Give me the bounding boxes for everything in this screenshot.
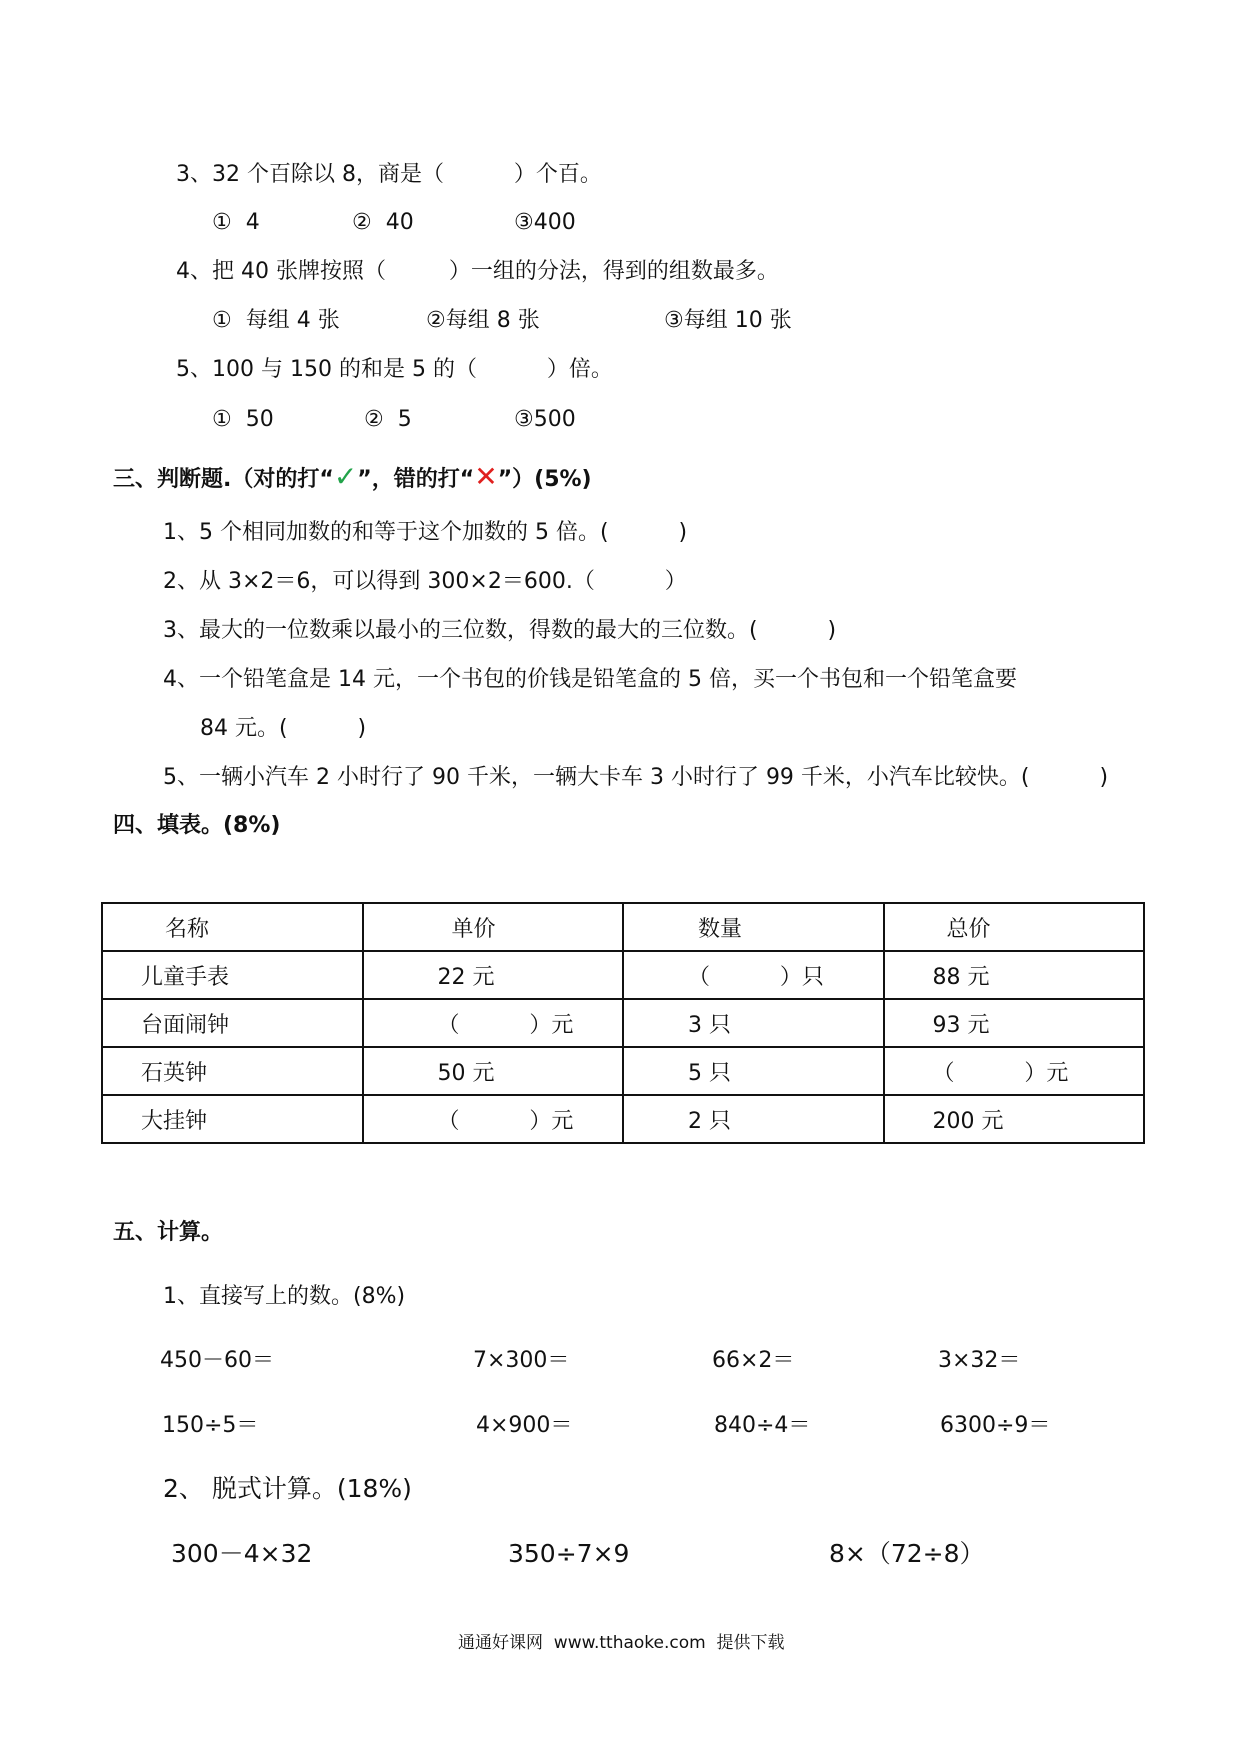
- section-5-title: 五、计算。: [113, 1220, 224, 1245]
- table-cell: （ ）元: [884, 1047, 1145, 1095]
- table-header-cell: 名称: [102, 903, 363, 951]
- question-4-option-3: ③每组 10 张: [664, 308, 792, 333]
- footer-text: 通通好课网 www.tthaoke.com 提供下载: [458, 1633, 785, 1653]
- table-cell: 3 只: [623, 999, 884, 1047]
- table-cell: （ ）只: [623, 951, 884, 999]
- table-cell: 儿童手表: [102, 951, 363, 999]
- cross-mark-icon: ✕: [474, 460, 498, 493]
- table-cell: 5 只: [623, 1047, 884, 1095]
- question-4-text: 4、把 40 张牌按照（ ）一组的分法，得到的组数最多。: [176, 259, 779, 284]
- question-3-option-2: ② 40: [352, 210, 414, 235]
- subsection-step-calc: 2、 脱式计算。(18%): [163, 1474, 412, 1503]
- table-cell: 石英钟: [102, 1047, 363, 1095]
- table-cell: 88 元: [884, 951, 1145, 999]
- table-cell: 大挂钟: [102, 1095, 363, 1143]
- question-4-option-1: ① 每组 4 张: [212, 308, 340, 333]
- table-cell: 2 只: [623, 1095, 884, 1143]
- question-4-option-2: ②每组 8 张: [426, 308, 540, 333]
- question-3-text: 3、32 个百除以 8，商是（ ）个百。: [176, 162, 602, 187]
- table-cell: （ ）元: [363, 999, 624, 1047]
- subsection-direct-write: 1、直接写上的数。(8%): [163, 1284, 406, 1309]
- table-row: [102, 951, 1144, 999]
- question-5-option-2: ② 5: [364, 407, 412, 432]
- oral-calc-item: 450－60＝: [160, 1348, 274, 1373]
- step-calc-item: 8×（72÷8）: [829, 1539, 985, 1568]
- table-cell: 台面闹钟: [102, 999, 363, 1047]
- table-header-row: [102, 903, 1144, 951]
- oral-calc-item: 6300÷9＝: [940, 1413, 1051, 1438]
- table-row: [102, 1095, 1144, 1143]
- table-row: [102, 999, 1144, 1047]
- table-cell: 50 元: [363, 1047, 624, 1095]
- table-header-cell: 总价: [884, 903, 1145, 951]
- step-calc-item: 350÷7×9: [508, 1539, 630, 1568]
- section-4-title: 四、填表。(8%): [113, 813, 281, 838]
- table-cell: （ ）元: [363, 1095, 624, 1143]
- question-5-text: 5、100 与 150 的和是 5 的（ ）倍。: [176, 357, 613, 382]
- judge-item-4-cont: 84 元。( ): [200, 716, 367, 741]
- question-5-option-1: ① 50: [212, 407, 274, 432]
- table-cell: 93 元: [884, 999, 1145, 1047]
- judge-item-5: 5、一辆小汽车 2 小时行了 90 千米，一辆大卡车 3 小时行了 99 千米，小汽车比较快。( ): [163, 765, 1109, 790]
- table-cell: 200 元: [884, 1095, 1145, 1143]
- table-row: [102, 1047, 1144, 1095]
- judge-item-1: 1、5 个相同加数的和等于这个加数的 5 倍。( ): [163, 520, 688, 545]
- table-cell: 22 元: [363, 951, 624, 999]
- oral-calc-item: 3×32＝: [938, 1348, 1021, 1373]
- step-calc-item: 300－4×32: [171, 1539, 313, 1568]
- price-table: [101, 902, 1145, 1144]
- oral-calc-item: 150÷5＝: [162, 1413, 259, 1438]
- question-3-option-1: ① 4: [212, 210, 260, 235]
- judge-item-2: 2、从 3×2＝6，可以得到 300×2＝600.（ ）: [163, 569, 687, 594]
- question-3-option-3: ③400: [514, 210, 576, 235]
- judge-item-3: 3、最大的一位数乘以最小的三位数，得数的最大的三位数。( ): [163, 618, 837, 643]
- check-mark-icon: ✓: [333, 460, 358, 493]
- table-header-cell: 数量: [623, 903, 884, 951]
- oral-calc-item: 840÷4＝: [714, 1413, 811, 1438]
- oral-calc-item: 7×300＝: [473, 1348, 570, 1373]
- section-3-title: 三、判断题.（对的打“✓”，错的打“✕”）(5%): [113, 460, 592, 493]
- oral-calc-item: 4×900＝: [476, 1413, 573, 1438]
- table-header-cell: 单价: [363, 903, 624, 951]
- oral-calc-item: 66×2＝: [712, 1348, 795, 1373]
- judge-item-4: 4、一个铅笔盒是 14 元，一个书包的价钱是铅笔盒的 5 倍，买一个书包和一个铅笔盒要: [163, 667, 1017, 692]
- question-5-option-3: ③500: [514, 407, 576, 432]
